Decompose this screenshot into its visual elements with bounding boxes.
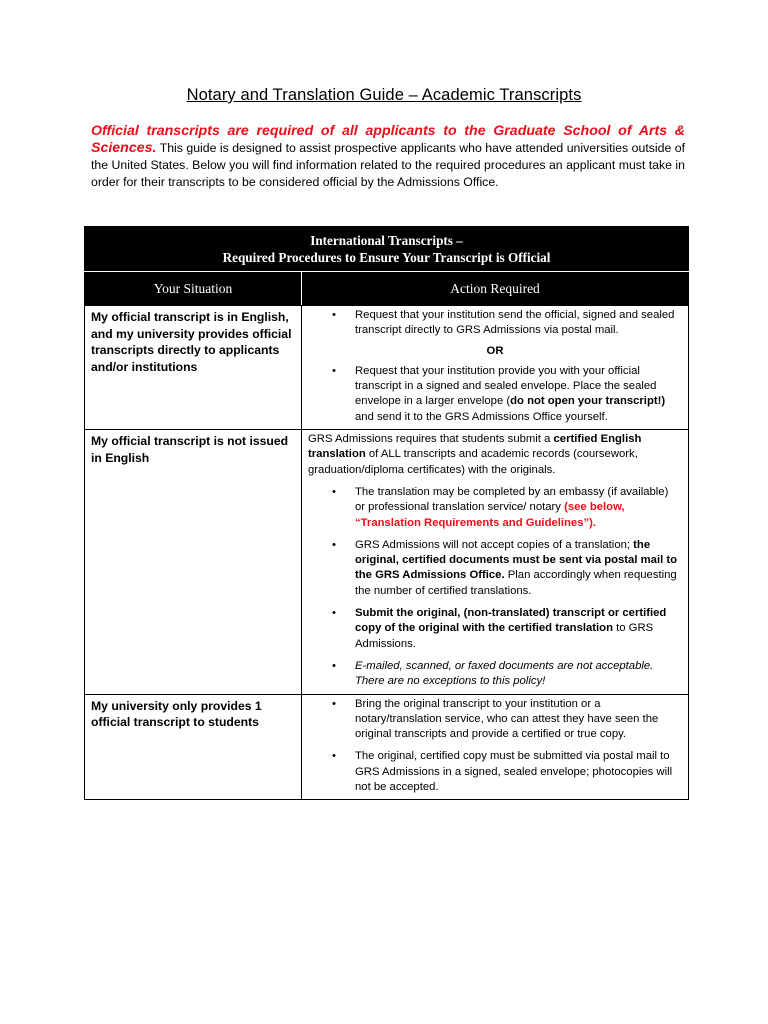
action-text: GRS Admissions requires that students submit a	[308, 433, 554, 446]
action-text: The translation may be completed by an embassy (if available) or professional translation service/ notary	[355, 485, 669, 514]
action-text: Request that your institution provide you with your official transcript in a signed and sealed envelope. Place the sealed envelope in a larger envelope (	[355, 364, 657, 408]
guidelines-reference: (see below, “Translation Requirements and Guidelines”).	[355, 501, 625, 529]
action-text-bold: do not open your transcript!)	[510, 395, 666, 408]
action-cell	[302, 306, 689, 430]
action-cell	[302, 694, 689, 800]
table-row	[85, 430, 689, 694]
bullet-icon: •	[332, 485, 336, 498]
procedures-table	[84, 226, 689, 800]
intro-lead: Official transcripts are required of all applicants to the Graduate School of Arts & Sciences.	[91, 123, 685, 156]
list-item	[308, 697, 682, 743]
page-title: Notary and Translation Guide – Academic Transcripts	[186, 86, 582, 104]
intro-paragraph	[91, 123, 685, 191]
table-row	[85, 694, 689, 800]
situation-cell: My official transcript is not issued in English	[85, 430, 302, 694]
action-list	[308, 697, 682, 796]
action-text: Plan accordingly when requesting the number of certified translations.	[355, 569, 677, 597]
list-item	[308, 749, 682, 795]
action-text: and send it to the GRS Admissions Office yourself.	[355, 410, 608, 423]
list-item	[308, 364, 682, 425]
bullet-icon: •	[332, 538, 336, 551]
list-item	[308, 659, 682, 690]
column-header-situation: Your Situation	[85, 272, 302, 306]
action-text-italic: E-mailed, scanned, or faxed documents are not acceptable. There are no exceptions to this policy!	[355, 659, 654, 688]
situation-cell: My university only provides 1 official transcript to students	[85, 694, 302, 800]
list-item	[308, 538, 682, 599]
banner-line-1: International Transcripts –	[310, 233, 463, 248]
action-text: The original, certified copy must be submitted via postal mail to GRS Admissions in a signed, sealed envelope; photocopies will not be accepted.	[355, 750, 673, 794]
bullet-icon: •	[332, 309, 336, 321]
bullet-icon: •	[332, 607, 336, 620]
or-separator: OR	[486, 344, 504, 357]
action-text-bold: certified English translation	[308, 433, 642, 461]
table-banner	[85, 227, 689, 272]
bullet-icon: •	[332, 659, 336, 672]
action-text-bold: Submit the original, (non-translated) transcript or certified copy of the original with the certified translation	[355, 607, 667, 635]
list-item	[308, 308, 682, 339]
list-item	[308, 606, 682, 652]
bullet-icon: •	[332, 697, 336, 710]
action-list	[308, 485, 682, 690]
banner-line-2: Required Procedures to Ensure Your Transcript is Official	[222, 250, 551, 265]
column-header-action: Action Required	[302, 272, 689, 306]
action-text: GRS Admissions will not accept copies of a translation;	[355, 538, 634, 551]
action-text: Bring the original transcript to your institution or a notary/translation service, who can attest they have seen the original transcripts and provide a certified or true copy.	[355, 697, 659, 741]
bullet-icon: •	[332, 364, 336, 377]
table-row	[85, 306, 689, 430]
action-list	[308, 364, 682, 425]
list-item	[308, 485, 682, 531]
action-text-bold: the original, certified documents must be sent via postal mail to the GRS Admissions Office.	[355, 538, 678, 582]
situation-cell: My official transcript is in English, and my university provides official transcripts directly to applicants and/or institutions	[85, 306, 302, 430]
action-cell	[302, 430, 689, 694]
action-text: Request that your institution send the official, signed and sealed transcript directly to GRS Admissions via postal mail.	[355, 309, 675, 337]
intro-body: This guide is designed to assist prospective applicants who have attended universities outside of the United States. Below you will find information related to the required procedures an applicant must take in order for their transcripts to be considered official by the Admissions Office.	[91, 141, 685, 189]
action-text: to GRS Admissions.	[355, 622, 654, 650]
action-intro	[308, 432, 682, 478]
action-list	[308, 308, 682, 339]
action-text: of ALL transcripts and academic records (coursework, graduation/diploma certificates) with the originals.	[308, 448, 638, 476]
bullet-icon: •	[332, 750, 336, 763]
